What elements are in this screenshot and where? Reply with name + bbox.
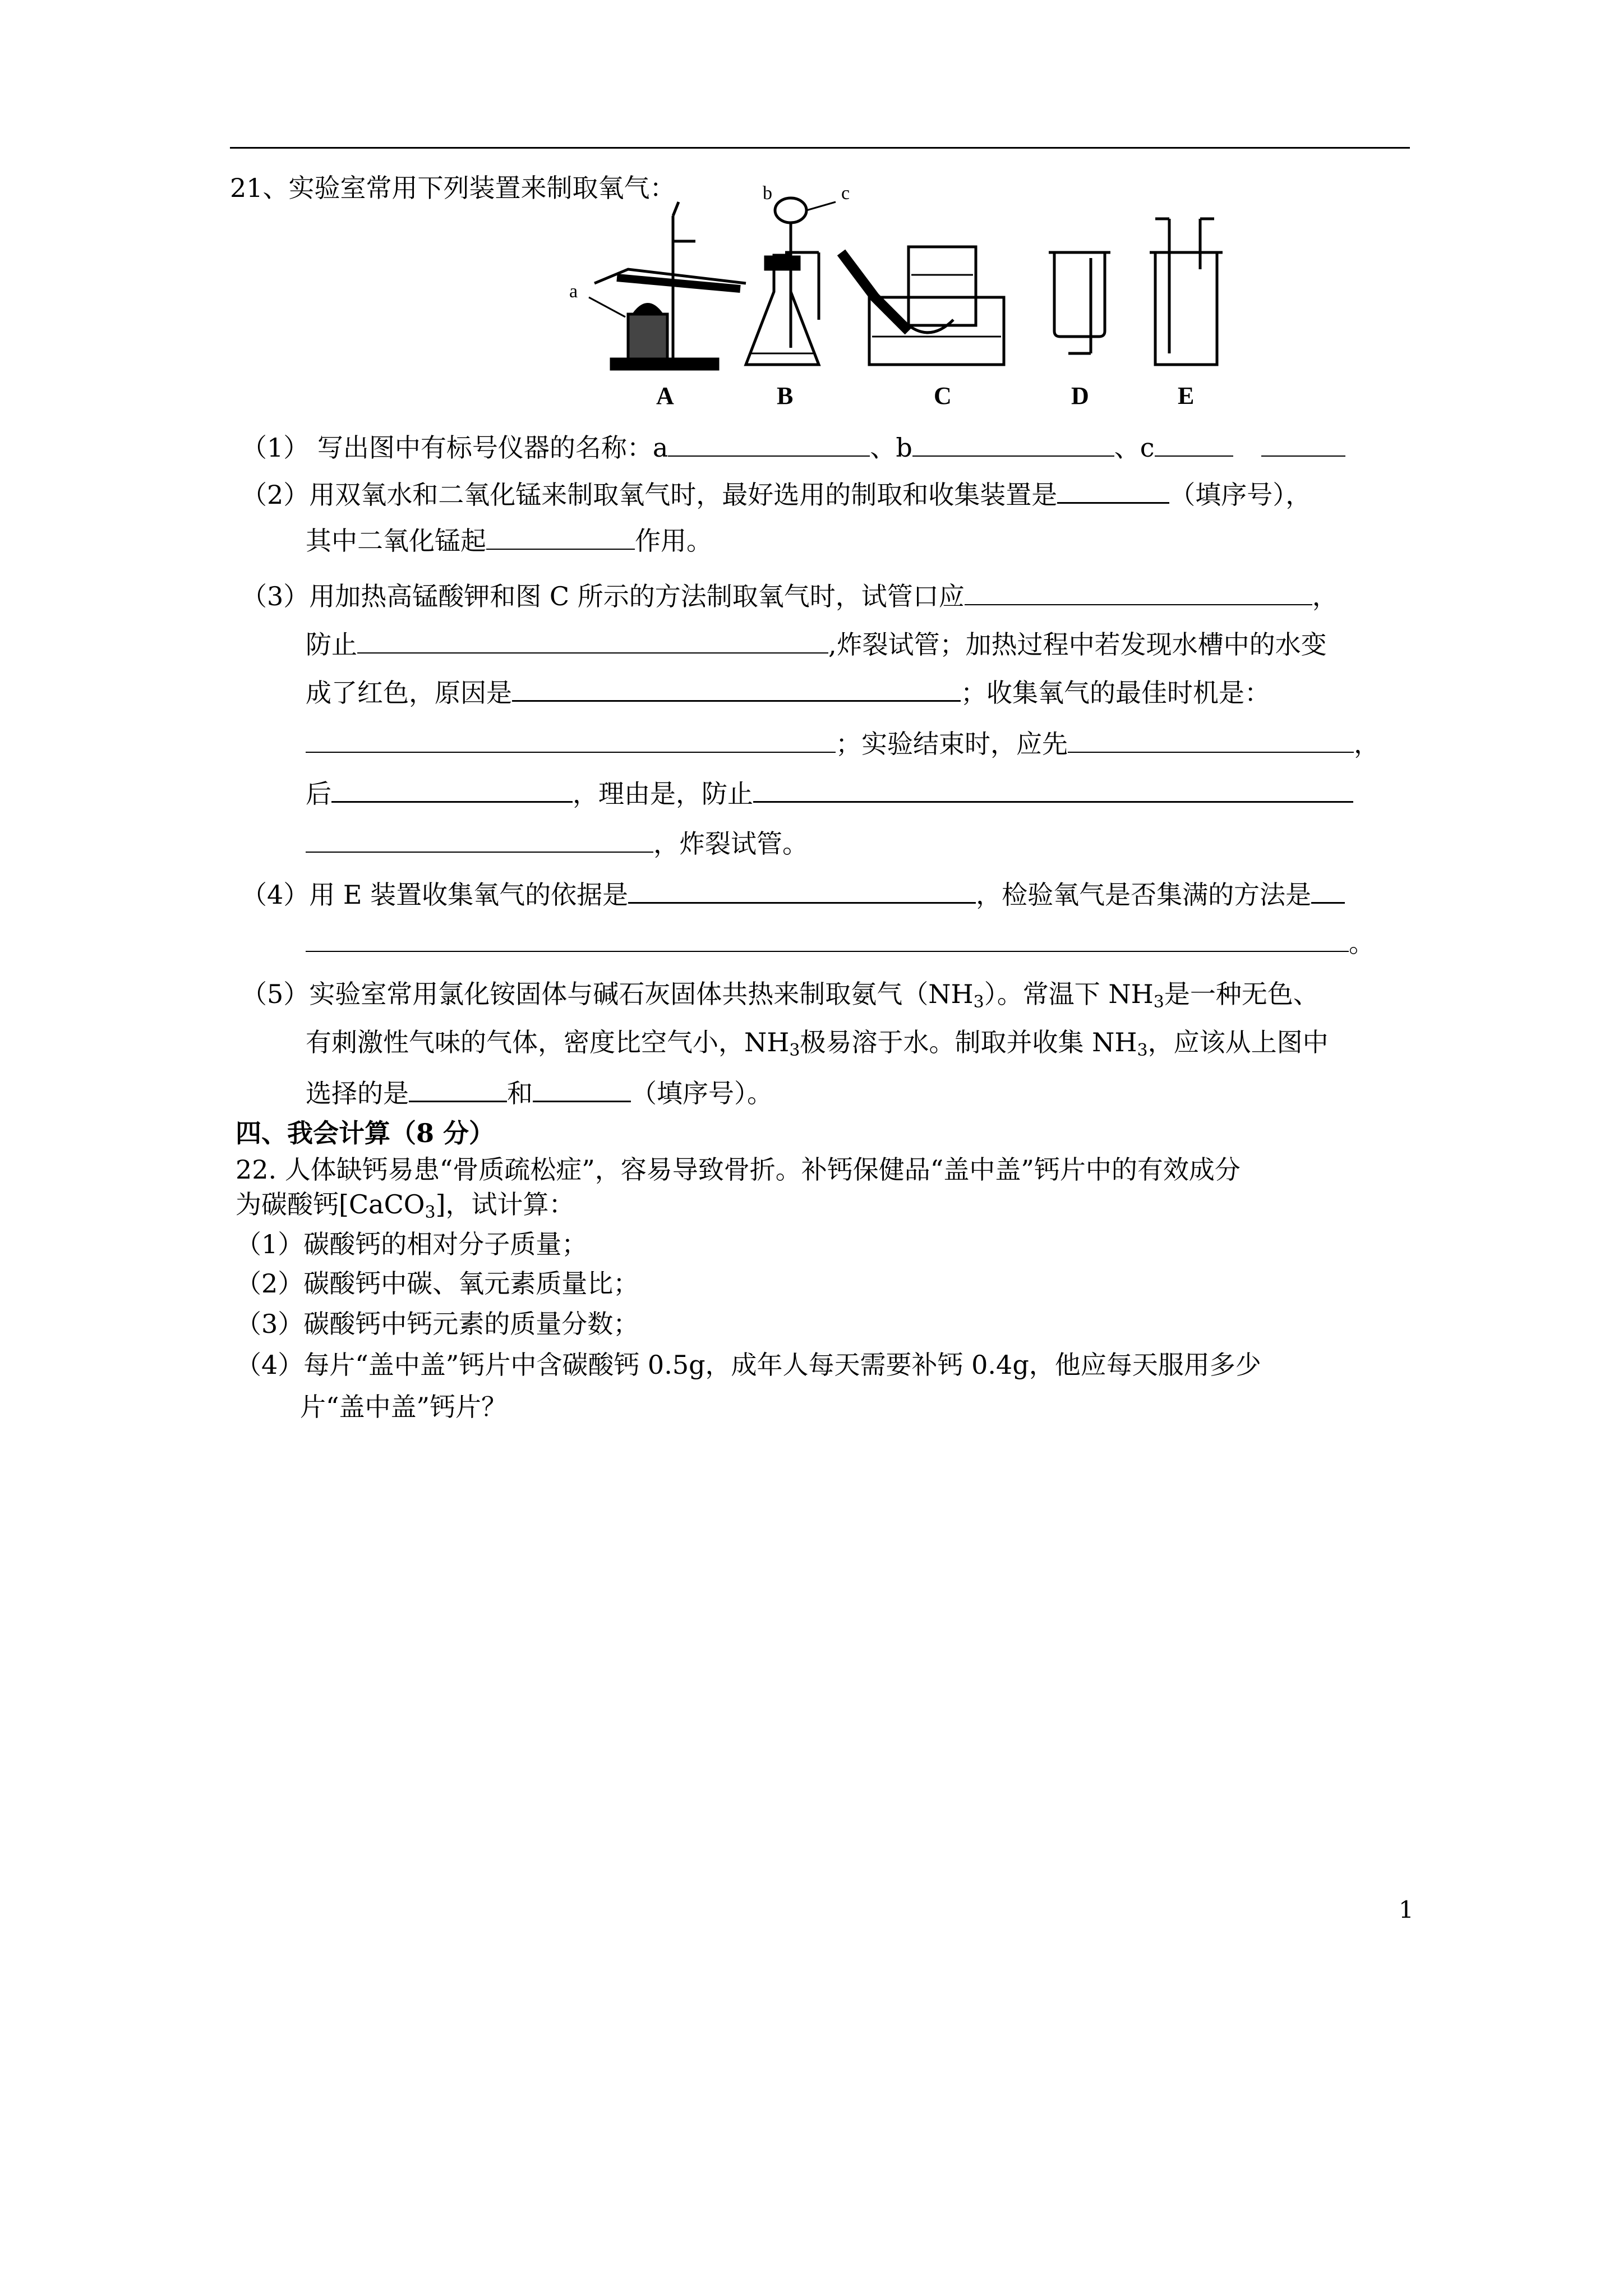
q21-part5-line2: 有刺激性气味的气体，密度比空气小，$NH_3$极易溶于水。制取并收集 $NH_3$，应该从上图中	[306, 1027, 1329, 1060]
answer-blank[interactable]	[912, 427, 1114, 457]
q21-part3-line4: ；实验结束时，应先 ，	[306, 724, 1380, 761]
q21-part3-line3: 成了红色，原因是 ；收集氧气的最佳时机是：	[306, 672, 1270, 710]
q21-part5-line1: （5）实验室常用氯化铵固体与碱石灰固体共热来制取氨气$(NH_3)$。常温下 $NH_3$是一种无色、	[241, 979, 1319, 1012]
q21-part5-line3: 选择的是 和 （填序号）。	[306, 1073, 773, 1110]
q21-part3-line5: 后 ，理由是，防止	[306, 773, 1353, 811]
header-rule	[230, 147, 1410, 149]
answer-blank[interactable]	[628, 874, 976, 904]
q21-part4-line1: （4）用 E 装置收集氧气的依据是 ，检验氧气是否集满的方法是	[241, 874, 1345, 912]
figure-label-c: c	[841, 185, 850, 204]
q21-title: 21、实验室常用下列装置来制取氧气：	[230, 173, 676, 203]
answer-blank[interactable]	[306, 823, 653, 853]
section4-title: 四、我会计算（8 分）	[236, 1118, 495, 1148]
q22-item4: （4）每片“盖中盖”钙片中含碳酸钙 0.5g，成年人每天需要补钙 0.4g，他应每天服用多少	[236, 1350, 1261, 1380]
apparatus-diagram	[561, 185, 1262, 409]
answer-blank[interactable]	[753, 773, 1353, 803]
q22-item4-line2: 片“盖中盖”钙片？	[300, 1392, 508, 1422]
figure-caption-c: C	[934, 382, 952, 409]
answer-blank[interactable]	[486, 521, 635, 550]
q21-part1-text: 写出图中有标号仪器的名称：a	[317, 432, 668, 463]
apparatus-figure	[561, 185, 1262, 409]
answer-blank[interactable]	[1155, 427, 1233, 457]
apparatus-e	[1150, 219, 1223, 365]
q22-item3: （3）碳酸钙中钙元素的质量分数；	[236, 1309, 639, 1339]
q21-part3-line6: ，炸裂试管。	[306, 823, 808, 861]
q21-part3-line1: （3）用加热高锰酸钾和图 C 所示的方法制取氧气时，试管口应 ，	[241, 576, 1338, 613]
apparatus-b	[746, 198, 836, 365]
answer-blank[interactable]	[965, 576, 1312, 605]
q22-item1: （1）碳酸钙的相对分子质量；	[236, 1229, 588, 1259]
q21-part4-line2: 。	[306, 923, 1375, 960]
page-number: 1	[1399, 1896, 1414, 1924]
answer-blank[interactable]	[409, 1073, 507, 1102]
figure-caption-e: E	[1178, 382, 1195, 409]
answer-blank[interactable]	[1057, 474, 1169, 504]
apparatus-d	[1049, 252, 1110, 353]
answer-blank[interactable]	[668, 427, 870, 457]
q21-part3-line2: 防止 ,炸裂试管；加热过程中若发现水槽中的水变	[306, 624, 1327, 661]
figure-label-b: b	[763, 185, 772, 204]
answer-blank[interactable]	[512, 672, 961, 702]
answer-blank[interactable]	[331, 773, 573, 803]
figure-caption-d: D	[1071, 382, 1089, 409]
answer-blank[interactable]	[533, 1073, 631, 1102]
answer-blank[interactable]	[306, 724, 836, 753]
apparatus-c	[841, 247, 1004, 365]
q21-part2-line1: （2）用双氧水和二氧化锰来制取氧气时，最好选用的制取和收集装置是 （填序号），	[241, 474, 1311, 512]
q21-part1: （1） 写出图中有标号仪器的名称：a 、b 、c	[241, 427, 1345, 464]
answer-blank[interactable]	[1261, 427, 1345, 457]
answer-blank[interactable]	[1068, 724, 1354, 753]
apparatus-a	[589, 202, 746, 369]
q22-item2: （2）碳酸钙中碳、氧元素质量比；	[236, 1268, 639, 1299]
figure-caption-b: B	[777, 382, 794, 409]
q22-line2: 为碳酸钙[CaCO$_3$]，试计算：	[236, 1189, 575, 1222]
figure-caption-a: A	[656, 382, 674, 409]
answer-blank[interactable]	[357, 624, 828, 654]
q22-line1: 22. 人体缺钙易患“骨质疏松症”，容易导致骨折。补钙保健品“盖中盖”钙片中的有效成分	[236, 1154, 1241, 1185]
figure-label-a: a	[569, 281, 578, 302]
answer-blank[interactable]	[1311, 874, 1345, 904]
answer-blank[interactable]	[306, 923, 1349, 952]
q21-part2-line2: 其中二氧化锰起 作用。	[306, 521, 712, 558]
